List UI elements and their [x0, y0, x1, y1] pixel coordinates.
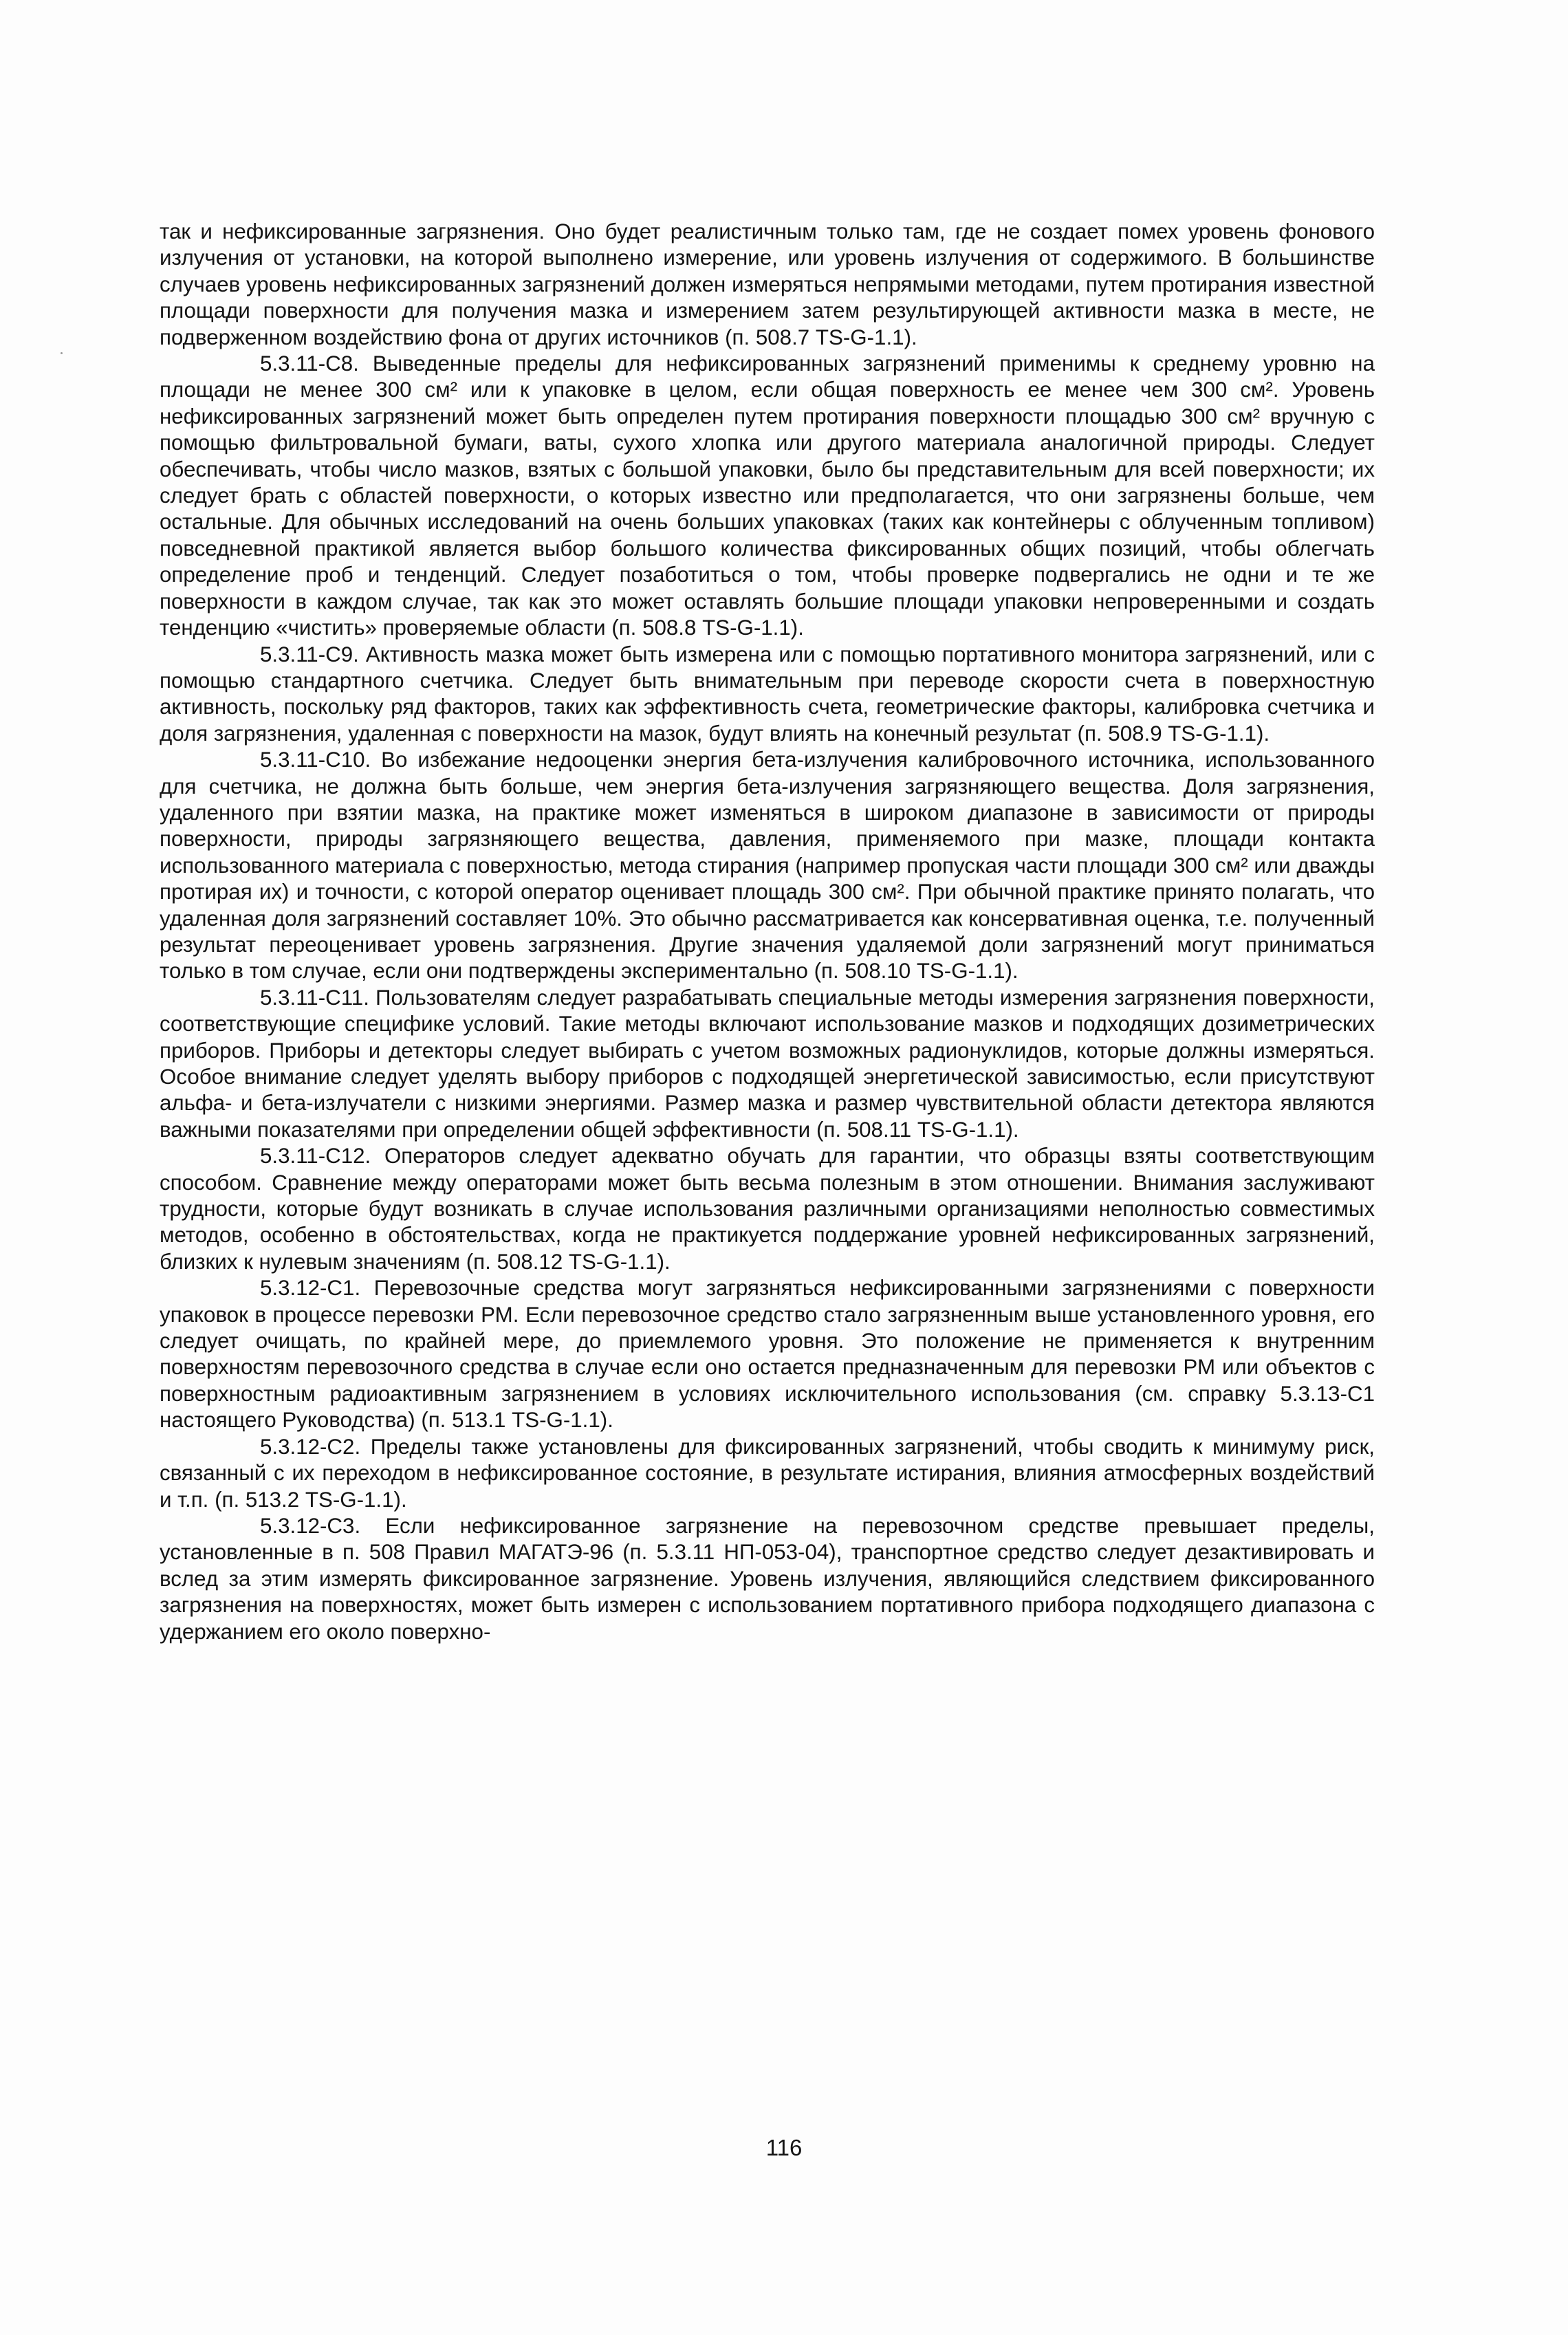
paragraph-5-3-11-c11: 5.3.11-С11. Пользователям следует разрабатывать специальные методы измерения загрязнения поверхности, соответствующие специфике условий. Такие методы включают использование мазков и подходящих дозиметрических приборов. Приборы и детекторы следует выбирать с учетом возможных радионуклидов, которые должны измеряться. Особое внимание следует уделять выбору приборов с подходящей энергетической зависимостью, если присутствуют альфа- и бета-излучатели с низкими энергиями. Размер мазка и размер чувствительной области детектора являются важными показателями при определении общей эффективности (п. 508.11 TS-G-1.1).	[160, 985, 1375, 1142]
paragraph-5-3-11-c9: 5.3.11-С9. Активность мазка может быть измерена или с помощью портативного монитора загрязнений, или с помощью стандартного счетчика. Следует быть внимательным при переводе скорости счета в поверхностную активность, поскольку ряд факторов, таких как эффективность счета, геометрические факторы, калибровка счетчика и доля загрязнения, удаленная с поверхности на мазок, будут влиять на конечный результат (п. 508.9 TS-G-1.1).	[160, 642, 1375, 746]
page-number: 116	[765, 2135, 803, 2160]
paragraph-5-3-12-c1: 5.3.12-С1. Перевозочные средства могут загрязняться нефиксированными загрязнениями с поверхности упаковок в процессе перевозки РМ. Если перевозочное средство стало загрязненным выше установленного уровня, его следует очищать, по крайней мере, до приемлемого уровня. Это положение не применяется к внутренним поверхностям перевозочного средства в случае если оно остается предназначенным для перевозки РМ или объектов с поверхностным радиоактивным загрязнением в условиях исключительного использования (см. справку 5.3.13-С1 настоящего Руководства) (п. 513.1 TS-G-1.1).	[160, 1276, 1375, 1433]
paragraph-5-3-12-c2: 5.3.12-С2. Пределы также установлены для фиксированных загрязнений, чтобы сводить к минимуму риск, связанный с их переходом в нефиксированное состояние, в результате истирания, влияния атмосферных воздействий и т.п. (п. 513.2 TS-G-1.1).	[160, 1434, 1375, 1512]
paragraph-5-3-12-c3: 5.3.12-С3. Если нефиксированное загрязнение на перевозочном средстве превышает пределы, установленные в п. 508 Правил МАГАТЭ-96 (п. 5.3.11 НП-053-04), транспортное средство следует дезактивировать и вслед за этим измерять фиксированное загрязнение. Уровень излучения, являющийся следствием фиксированного загрязнения на поверхностях, может быть измерен с использованием портативного прибора подходящего диапазона с удержанием его около поверхно-	[160, 1513, 1375, 1644]
scan-speck	[61, 352, 63, 354]
paragraph-5-3-11-c10: 5.3.11-С10. Во избежание недооценки энергия бета-излучения калибровочного источника, использованного для счетчика, не должна быть больше, чем энергия бета-излучения загрязняющего вещества. Доля загрязнения, удаленного при взятии мазка, на практике может изменяться в широком диапазоне в зависимости от природы поверхности, природы загрязняющего вещества, давления, применяемого при мазке, площади контакта использованного материала с поверхностью, метода стирания (например пропуская части площади 300 см² или дважды протирая их) и точности, с которой оператор оценивает площадь 300 см². При обычной практике принято полагать, что удаленная доля загрязнений составляет 10%. Это обычно рассматривается как консервативная оценка, т.е. полученный результат переоценивает уровень загрязнения. Другие значения удаляемой доли загрязнений могут приниматься только в том случае, если они подтверждены экспериментально (п. 508.10 TS-G-1.1).	[160, 748, 1375, 984]
paragraph-5-3-11-c12: 5.3.11-С12. Операторов следует адекватно обучать для гарантии, что образцы взяты соответствующим способом. Сравнение между операторами может быть весьма полезным в этом отношении. Внимания заслуживают трудности, которые будут возникать в случае использования различными организациями неполностью совместимых методов, особенно в обстоятельствах, когда не практикуется поддержание уровней нефиксированных загрязнений, близких к нулевым значениям (п. 508.12 TS-G-1.1).	[160, 1144, 1375, 1274]
paragraph-continuation: так и нефиксированные загрязнения. Оно будет реалистичным только там, где не создает помех уровень фонового излучения от установки, на которой выполнено измерение, или уровень излучения от содержимого. В большинстве случаев уровень нефиксированных загрязнений должен измеряться непрямыми методами, путем протирания известной площади поверхности для получения мазка и измерением затем результирующей активности мазка в месте, не подверженном воздействию фона от других источников (п. 508.7 TS-G-1.1).	[160, 219, 1375, 349]
body-text	[160, 219, 1375, 1645]
paragraph-5-3-11-c8: 5.3.11-С8. Выведенные пределы для нефиксированных загрязнений применимы к среднему уровню на площади не менее 300 см² или к упаковке в целом, если общая поверхность ее менее чем 300 см². Уровень нефиксированных загрязнений может быть определен путем протирания поверхности площадью 300 см² вручную с помощью фильтровальной бумаги, ваты, сухого хлопка или другого материала аналогичной природы. Следует обеспечивать, чтобы число мазков, взятых с большой упаковки, было бы представительным для всей поверхности; их следует брать с областей поверхности, о которых известно или предполагается, что они загрязнены больше, чем остальные. Для обычных исследований на очень больших упаковках (таких как контейнеры с облученным топливом) повседневной практикой является выбор большого количества фиксированных общих позиций, чтобы облегчать определение проб и тенденций. Следует позаботиться о том, чтобы проверке подвергались не одни и те же поверхности в каждом случае, так как это может оставлять большие площади упаковки непроверенными и создать тенденцию «чистить» проверяемые области (п. 508.8 TS-G-1.1).	[160, 351, 1375, 640]
